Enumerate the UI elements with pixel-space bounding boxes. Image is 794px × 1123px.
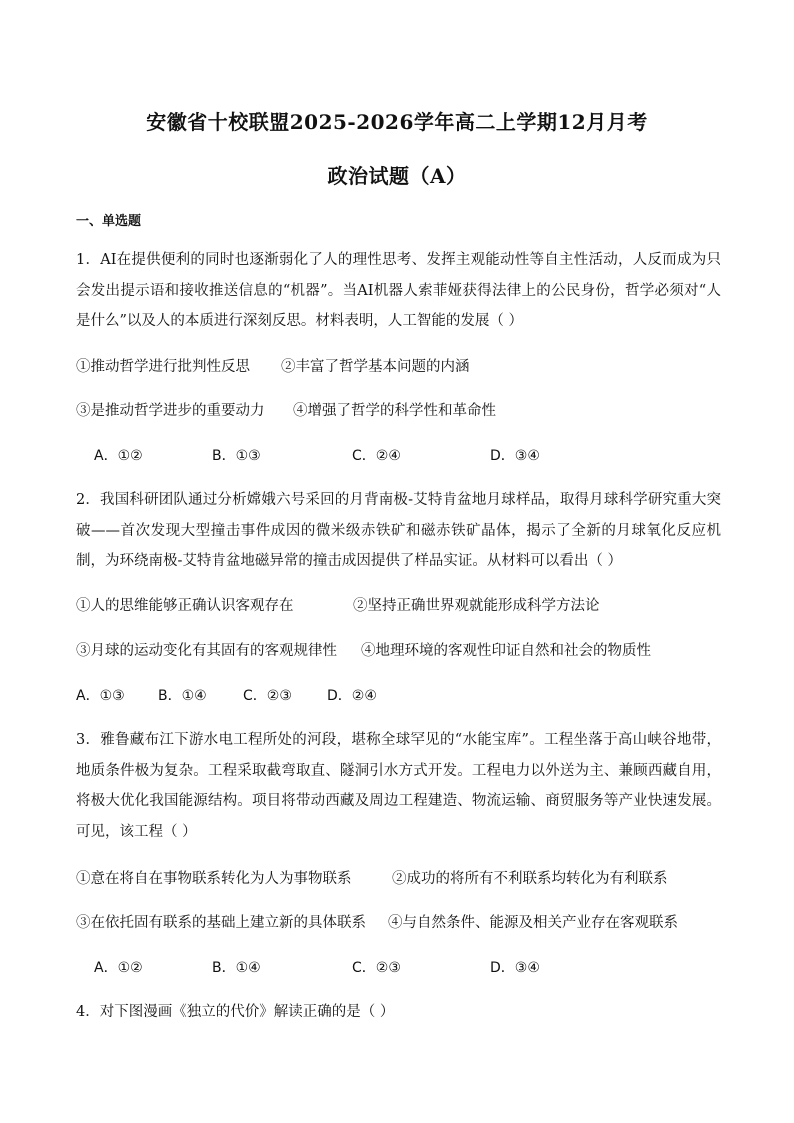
question-3-statements-row-1 <box>76 868 668 890</box>
question-2-statements-row-1 <box>76 595 600 617</box>
question-3-statements-row-2 <box>76 912 678 934</box>
question-1-choice-b[interactable]: B．①③ <box>212 448 261 464</box>
question-1-statement-1: ①推动哲学进行批判性反思 <box>76 359 250 375</box>
question-1-statements-row-1 <box>76 356 470 378</box>
question-2-choice-b[interactable]: B．①④ <box>158 688 207 704</box>
question-2-choice-a[interactable]: A．①③ <box>76 688 125 704</box>
question-2-statement-3: ③月球的运动变化有其固有的客观规律性 <box>76 643 337 659</box>
question-3-choice-a[interactable]: A．①② <box>94 960 143 976</box>
question-3-statement-2: ②成功的将所有不利联系均转化为有利联系 <box>392 871 668 887</box>
exam-subtitle: 政治试题（A） <box>327 164 467 188</box>
question-4-stem: 4．对下图漫画《独立的代价》解读正确的是（ ） <box>76 1004 395 1020</box>
question-2-statement-4: ④地理环境的客观性印证自然和社会的物质性 <box>361 643 651 659</box>
question-3-choice-c[interactable]: C．②③ <box>352 960 401 976</box>
question-2-choice-d[interactable]: D．②④ <box>327 688 377 704</box>
question-3-statement-3: ③在依托固有联系的基础上建立新的具体联系 <box>76 915 366 931</box>
question-3-statement-1: ①意在将自在事物联系转化为人为事物联系 <box>76 871 352 887</box>
question-3-statement-4: ④与自然条件、能源及相关产业存在客观联系 <box>388 915 678 931</box>
question-3-choice-b[interactable]: B．①④ <box>212 960 261 976</box>
section-heading: 一、单选题 <box>76 214 142 229</box>
question-1-statement-3: ③是推动哲学进步的重要动力 <box>76 403 265 419</box>
question-1-stem: 1．AI在提供便利的同时也逐渐弱化了人的理性思考、发挥主观能动性等自主性活动，人反而成为只会发出提示语和接收推送信息的“机器”。当AI机器人索菲娅获得法律上的公民身份，哲学必须对“人是什么”以及人的本质进行深刻反思。材料表明，人工智能的发展（ ） <box>76 252 721 329</box>
question-2-statement-2: ②坚持正确世界观就能形成科学方法论 <box>353 598 600 614</box>
exam-title: 安徽省十校联盟2025-2026学年高二上学期12月月考 <box>146 110 648 134</box>
question-2-choice-c[interactable]: C．②③ <box>243 688 292 704</box>
question-2-stem: 2．我国科研团队通过分析嫦娥六号采回的月背南极-艾特肯盆地月球样品，取得月球科学研究重大突破——首次发现大型撞击事件成因的微米级赤铁矿和磁赤铁矿晶体，揭示了全新的月球氧化反应机制，为环绕南极-艾特肯盆地磁异常的撞击成因提供了样品实证。从材料可以看出（ ） <box>76 492 721 569</box>
question-1-choice-a[interactable]: A．①② <box>94 448 143 464</box>
question-2-choices <box>76 685 377 707</box>
question-1-statements-row-2 <box>76 400 496 422</box>
question-2-statement-1: ①人的思维能够正确认识客观存在 <box>76 598 294 614</box>
question-1-statement-4: ④增强了哲学的科学性和革命性 <box>293 403 496 419</box>
question-3-choices <box>94 957 540 979</box>
question-1-choice-d[interactable]: D．③④ <box>490 448 540 464</box>
question-3-choice-d[interactable]: D．③④ <box>490 960 540 976</box>
question-3-stem: 3．雅鲁藏布江下游水电工程所处的河段，堪称全球罕见的“水能宝库”。工程坐落于高山峡谷地带，地质条件极为复杂。工程采取截弯取直、隧洞引水方式开发。工程电力以外送为主、兼顾西藏自用，将极大优化我国能源结构。项目将带动西藏及周边工程建造、物流运输、商贸服务等产业快速发展。可见，该工程（ ） <box>76 732 721 840</box>
question-2-statements-row-2 <box>76 640 651 662</box>
question-1-choice-c[interactable]: C．②④ <box>352 448 401 464</box>
question-1-statement-2: ②丰富了哲学基本问题的内涵 <box>281 359 470 375</box>
question-1-choices <box>94 445 540 467</box>
